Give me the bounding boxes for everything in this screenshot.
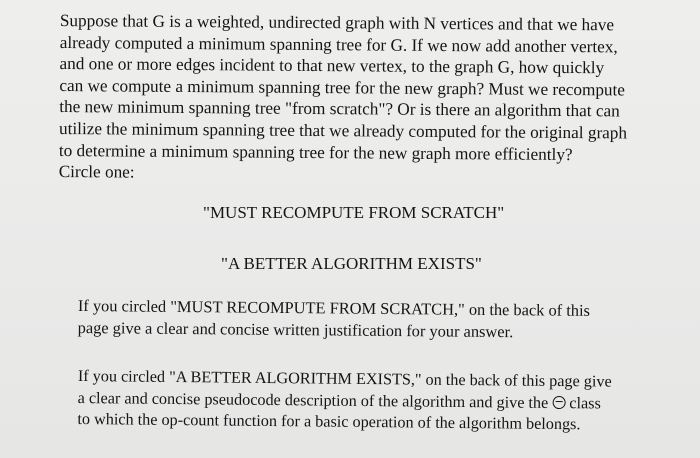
instruction-recompute-paragraph bbox=[78, 295, 678, 345]
question-line: and one or more edges incident to that new vertex, to the graph G, how quickly bbox=[59, 54, 605, 78]
option-better-algorithm: "A BETTER ALGORITHM EXISTS" bbox=[221, 254, 482, 273]
question-line: the new minimum spanning tree "from scratch"? Or is there an algorithm that can bbox=[59, 97, 620, 121]
question-line: to determine a minimum spanning tree for the new graph more efficiently? bbox=[58, 140, 573, 164]
instruction-text: class bbox=[565, 393, 601, 412]
circle-one-prompt: Circle one: bbox=[58, 162, 135, 182]
instruction-line: If you circled "MUST RECOMPUTE FROM SCRATCH," on the back of this bbox=[77, 295, 591, 320]
instruction-better-paragraph bbox=[77, 366, 678, 437]
question-line: can we compute a minimum spanning tree for the new graph? Must we recompute bbox=[59, 75, 626, 100]
instruction-line: to which the op-count function for a basic operation of the algorithm belongs. bbox=[77, 409, 581, 434]
question-line: Suppose that G is a weighted, undirected graph with N vertices and that we have bbox=[59, 10, 615, 35]
question-paragraph bbox=[59, 10, 680, 188]
instruction-line: If you circled "A BETTER ALGORITHM EXISTS," on the back of this page give bbox=[77, 366, 612, 391]
question-line: already computed a minimum spanning tree for G. If we now add another vertex, bbox=[59, 32, 618, 56]
instruction-line: page give a clear and concise written justification for your answer. bbox=[77, 317, 514, 342]
theta-symbol-icon bbox=[552, 395, 565, 408]
instruction-text: a clear and concise pseudocode description of the algorithm and give the bbox=[77, 388, 553, 412]
question-line: utilize the minimum spanning tree that we already computed for the original graph bbox=[58, 118, 628, 143]
option-must-recompute: "MUST RECOMPUTE FROM SCRATCH" bbox=[203, 203, 505, 222]
